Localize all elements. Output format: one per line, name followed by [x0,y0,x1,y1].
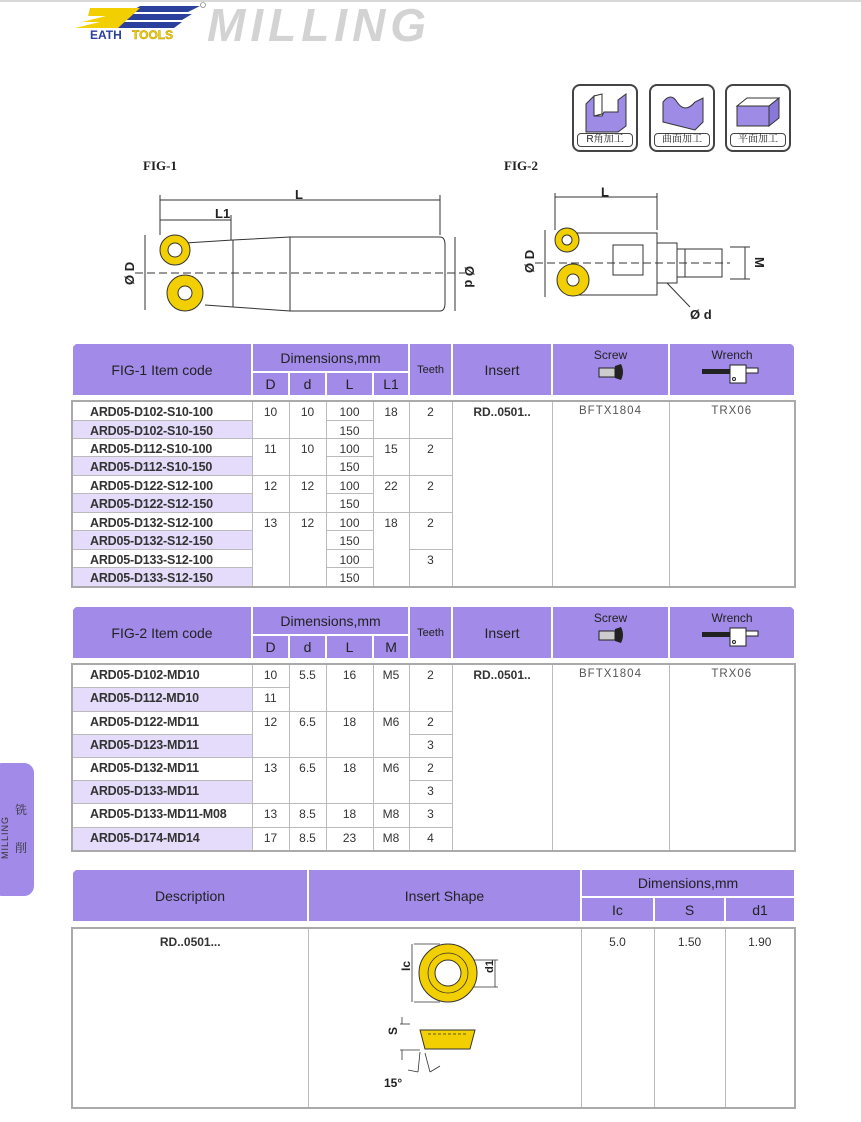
cell-L: 100 [326,438,373,456]
cell-d: 6.5 [289,711,326,757]
header-wrench: Wrench [711,348,753,362]
item-code[interactable]: ARD05-D112-S10-150 [72,457,252,475]
table2-body [71,663,796,852]
cell-L: 150 [326,494,373,512]
flat-surface-machining-icon: 平面加工 [725,84,791,152]
table2-header [71,605,796,660]
cell-d: 5.5 [289,664,326,711]
side-tab-cn2: 削 [15,841,28,855]
cell-d: 12 [289,512,326,587]
cell-teeth: 2 [409,401,452,438]
item-code[interactable]: ARD05-D102-S10-150 [72,420,252,438]
fig1-label-L: L [295,187,303,202]
cell-teeth: 2 [409,711,452,734]
item-code[interactable]: ARD05-D102-MD10 [72,664,252,688]
cell-teeth: 2 [409,512,452,549]
cell-L1: 18 [373,401,409,438]
insert-code[interactable]: RD..0501.. [452,664,552,851]
table1-header [71,342,796,397]
cell-teeth: 2 [409,475,452,512]
item-code[interactable]: ARD05-D112-MD10 [72,688,252,711]
cell-L1: 18 [373,512,409,587]
item-code[interactable]: ARD05-D122-S12-100 [72,475,252,493]
curved-surface-machining-icon: 曲面加工 [649,84,715,152]
header-M: M [373,635,409,659]
cell-L: 18 [326,757,373,803]
cell-teeth: 3 [409,804,452,827]
cell-d: 10 [289,401,326,438]
insert-code[interactable]: RD..0501.. [452,401,552,587]
cell-L: 150 [326,420,373,438]
cell-D: 17 [252,827,289,851]
header-wrench: Wrench [711,611,753,625]
wrench-icon [700,625,764,649]
cell-teeth: 3 [409,549,452,587]
item-code[interactable]: ARD05-D112-S10-100 [72,438,252,456]
wrench-code[interactable]: TRX06 [669,664,795,851]
cell-d: 6.5 [289,757,326,803]
item-code[interactable]: ARD05-D132-S12-100 [72,512,252,530]
cell-L: 150 [326,568,373,587]
insert-d1: 1.90 [725,928,795,1108]
insert-description: RD..0501... [72,928,308,1108]
item-code[interactable]: ARD05-D122-MD11 [72,711,252,734]
fig1-tool-drawing [105,185,485,325]
cell-d: 8.5 [289,827,326,851]
header-screw: Screw [593,611,628,625]
fig2-label-M: M [752,257,767,268]
fig2-tool-drawing [505,185,765,325]
header-item-code: FIG-2 Item code [72,606,252,659]
header-d: d [289,635,326,659]
header-D: D [252,635,289,659]
screw-code[interactable]: BFTX1804 [552,664,669,851]
cell-D: 11 [252,688,289,711]
cell-teeth: 3 [409,734,452,757]
cell-L: 150 [326,531,373,549]
cell-M: M8 [373,804,409,827]
page-title: MILLING [207,0,432,51]
cell-D: 13 [252,804,289,827]
item-code[interactable]: ARD05-D123-MD11 [72,734,252,757]
svg-text:EATH: EATH [90,28,122,42]
item-code[interactable]: ARD05-D133-S12-100 [72,549,252,567]
cell-M: M6 [373,711,409,757]
header-screw: Screw [593,348,628,362]
cell-D: 13 [252,757,289,803]
insert-S: 1.50 [654,928,725,1108]
table-row[interactable] [72,401,795,420]
cell-d: 8.5 [289,804,326,827]
header-dimensions: Dimensions,mm [252,606,409,635]
cell-teeth: 4 [409,827,452,851]
cell-L1: 15 [373,438,409,475]
fig1-label-d: Ø d [462,266,477,288]
header-description: Description [72,869,308,922]
item-code[interactable]: ARD05-D102-S10-100 [72,401,252,420]
wrench-icon [700,362,764,386]
cell-L: 100 [326,549,373,567]
cell-L: 150 [326,457,373,475]
fig2-title: FIG-2 [504,158,538,173]
cell-teeth: 2 [409,664,452,711]
header-L: L [326,635,373,659]
svg-text:TOOLS: TOOLS [132,28,174,42]
header-teeth: Teeth [409,606,452,659]
screw-icon [593,625,629,645]
cell-M: M6 [373,757,409,803]
table-row[interactable] [72,664,795,688]
cell-L: 18 [326,711,373,757]
header-dimensions: Dimensions,mm [252,343,409,372]
cell-M: M8 [373,827,409,851]
cell-L1: 22 [373,475,409,512]
side-tab-cn1: 铣 [15,803,28,817]
cell-D: 10 [252,664,289,688]
cell-L: 100 [326,401,373,420]
fig1-label-D: Ø D [122,261,137,285]
cell-L: 18 [326,804,373,827]
cell-teeth: 2 [409,438,452,475]
cell-d: 10 [289,438,326,475]
cell-d: 12 [289,475,326,512]
header-item-code: FIG-1 Item code [72,343,252,396]
insert-Ic: 5.0 [581,928,654,1108]
fig1-label-L1: L1 [215,206,231,221]
header-insert: Insert [452,343,552,396]
header-teeth: Teeth [409,343,452,396]
fig2-label-L: L [601,184,609,200]
insert-table-header [71,868,796,923]
cell-L: 16 [326,664,373,711]
side-tab-en: MILLING [0,815,10,859]
cell-teeth: 3 [409,781,452,804]
item-code[interactable]: ARD05-D174-MD14 [72,827,252,851]
item-code[interactable]: ARD05-D133-MD11 [72,781,252,804]
header-L1: L1 [373,372,409,396]
cell-L: 100 [326,475,373,493]
cell-M: M5 [373,664,409,711]
header-dimensions: Dimensions,mm [581,869,795,897]
table1-body [71,400,796,588]
item-code[interactable]: ARD05-D133-MD11-M08 [72,804,252,827]
cell-D: 13 [252,512,289,587]
item-code[interactable]: ARD05-D122-S12-150 [72,494,252,512]
item-code[interactable]: ARD05-D132-S12-150 [72,531,252,549]
milling-side-tab[interactable] [0,763,34,896]
cell-D: 12 [252,711,289,757]
item-code[interactable]: ARD05-D132-MD11 [72,757,252,780]
header-S: S [654,897,725,922]
fig1-title: FIG-1 [143,158,177,173]
header-insert-shape: Insert Shape [308,869,581,922]
item-code[interactable]: ARD05-D133-S12-150 [72,568,252,587]
cell-teeth: 2 [409,757,452,780]
fig2-label-D: Ø D [522,249,537,273]
cell-D: 11 [252,438,289,475]
screw-code[interactable]: BFTX1804 [552,401,669,587]
cell-L: 23 [326,827,373,851]
r-corner-machining-icon: R角加工 [572,84,638,152]
header-D: D [252,372,289,396]
eath-tools-logo [70,2,210,42]
header-L: L [326,372,373,396]
screw-icon [593,362,629,382]
header-Ic: Ic [581,897,654,922]
header-insert: Insert [452,606,552,659]
cell-L: 100 [326,512,373,530]
insert-shape-drawing [308,928,581,1108]
header-d1: d1 [725,897,795,922]
shape-label-angle: 15° [383,1076,402,1090]
shape-label-Ic: Ic [398,960,413,971]
cell-D: 10 [252,401,289,438]
fig2-label-d: Ø d [690,307,712,322]
cell-D: 12 [252,475,289,512]
wrench-code[interactable]: TRX06 [669,401,795,587]
insert-table-body [71,927,796,1109]
shape-label-S: S [385,1026,400,1035]
header-d: d [289,372,326,396]
shape-label-d1: d1 [483,960,496,973]
